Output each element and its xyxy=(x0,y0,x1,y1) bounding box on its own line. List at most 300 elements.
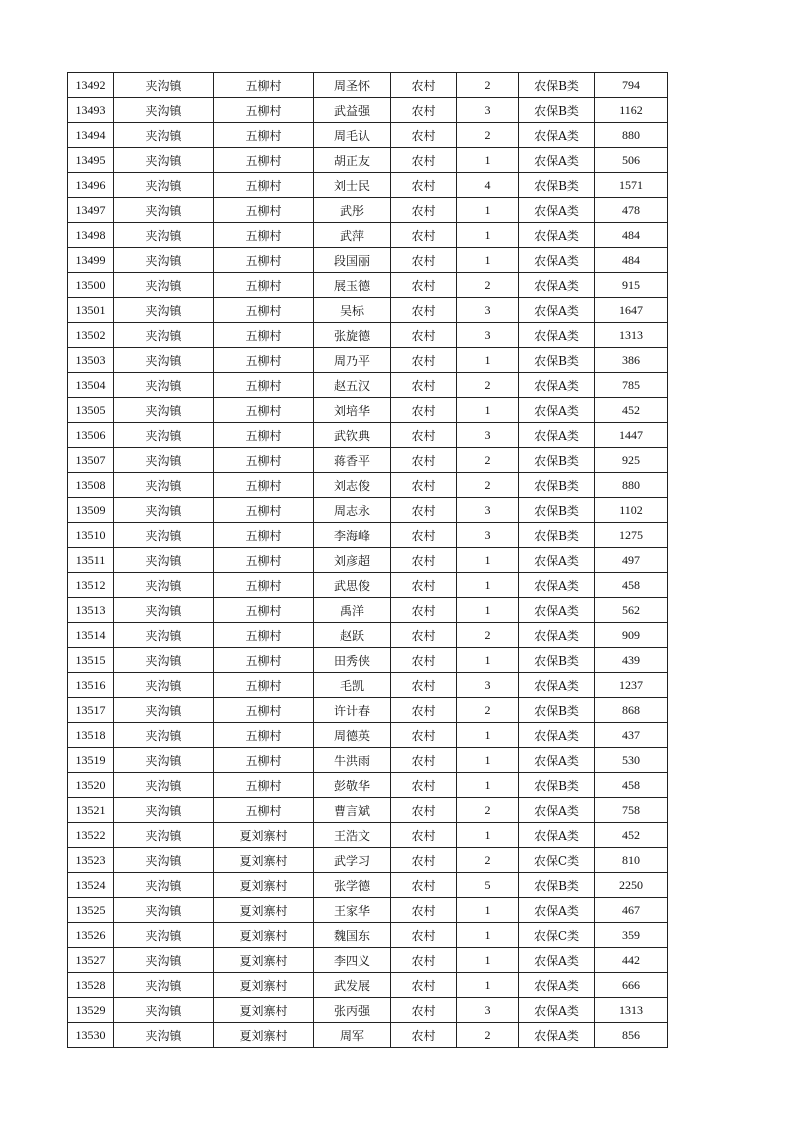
name-cell: 胡正友 xyxy=(314,148,391,173)
row-id-cell: 13500 xyxy=(68,273,114,298)
village-cell: 夏刘寨村 xyxy=(214,1023,314,1048)
category-cell: 农保A类 xyxy=(519,273,595,298)
name-cell: 李海峰 xyxy=(314,523,391,548)
category-cell: 农保B类 xyxy=(519,98,595,123)
town-cell: 夹沟镇 xyxy=(114,698,214,723)
row-id-cell: 13508 xyxy=(68,473,114,498)
table-row xyxy=(68,348,668,373)
category-cell: 农保A类 xyxy=(519,623,595,648)
town-cell: 夹沟镇 xyxy=(114,798,214,823)
row-id-cell: 13503 xyxy=(68,348,114,373)
type-cell: 农村 xyxy=(391,448,457,473)
table-row xyxy=(68,548,668,573)
town-cell: 夹沟镇 xyxy=(114,248,214,273)
amount-cell: 810 xyxy=(595,848,668,873)
amount-cell: 497 xyxy=(595,548,668,573)
household-size-cell: 1 xyxy=(457,948,519,973)
table-row xyxy=(68,398,668,423)
table-row xyxy=(68,448,668,473)
household-size-cell: 2 xyxy=(457,273,519,298)
category-cell: 农保A类 xyxy=(519,948,595,973)
table-row xyxy=(68,873,668,898)
type-cell: 农村 xyxy=(391,248,457,273)
category-cell: 农保B类 xyxy=(519,448,595,473)
town-cell: 夹沟镇 xyxy=(114,223,214,248)
amount-cell: 386 xyxy=(595,348,668,373)
relief-table xyxy=(67,72,668,1048)
category-cell: 农保B类 xyxy=(519,773,595,798)
table-row xyxy=(68,473,668,498)
row-id-cell: 13517 xyxy=(68,698,114,723)
amount-cell: 2250 xyxy=(595,873,668,898)
type-cell: 农村 xyxy=(391,423,457,448)
category-cell: 农保A类 xyxy=(519,373,595,398)
village-cell: 五柳村 xyxy=(214,548,314,573)
type-cell: 农村 xyxy=(391,798,457,823)
category-cell: 农保A类 xyxy=(519,223,595,248)
row-id-cell: 13509 xyxy=(68,498,114,523)
name-cell: 曹言斌 xyxy=(314,798,391,823)
household-size-cell: 3 xyxy=(457,298,519,323)
town-cell: 夹沟镇 xyxy=(114,573,214,598)
type-cell: 农村 xyxy=(391,298,457,323)
household-size-cell: 3 xyxy=(457,998,519,1023)
village-cell: 五柳村 xyxy=(214,373,314,398)
name-cell: 刘培华 xyxy=(314,398,391,423)
category-cell: 农保A类 xyxy=(519,398,595,423)
village-cell: 五柳村 xyxy=(214,148,314,173)
name-cell: 禹洋 xyxy=(314,598,391,623)
town-cell: 夹沟镇 xyxy=(114,348,214,373)
amount-cell: 562 xyxy=(595,598,668,623)
village-cell: 五柳村 xyxy=(214,273,314,298)
town-cell: 夹沟镇 xyxy=(114,648,214,673)
table-row xyxy=(68,748,668,773)
household-size-cell: 1 xyxy=(457,198,519,223)
type-cell: 农村 xyxy=(391,898,457,923)
amount-cell: 1447 xyxy=(595,423,668,448)
name-cell: 武思俊 xyxy=(314,573,391,598)
household-size-cell: 1 xyxy=(457,548,519,573)
type-cell: 农村 xyxy=(391,398,457,423)
town-cell: 夹沟镇 xyxy=(114,998,214,1023)
row-id-cell: 13521 xyxy=(68,798,114,823)
village-cell: 五柳村 xyxy=(214,123,314,148)
row-id-cell: 13496 xyxy=(68,173,114,198)
row-id-cell: 13504 xyxy=(68,373,114,398)
type-cell: 农村 xyxy=(391,948,457,973)
village-cell: 五柳村 xyxy=(214,673,314,698)
village-cell: 夏刘寨村 xyxy=(214,873,314,898)
village-cell: 五柳村 xyxy=(214,598,314,623)
row-id-cell: 13518 xyxy=(68,723,114,748)
name-cell: 赵跃 xyxy=(314,623,391,648)
type-cell: 农村 xyxy=(391,723,457,748)
category-cell: 农保A类 xyxy=(519,248,595,273)
town-cell: 夹沟镇 xyxy=(114,398,214,423)
table-row xyxy=(68,373,668,398)
table-row xyxy=(68,198,668,223)
amount-cell: 452 xyxy=(595,398,668,423)
category-cell: 农保B类 xyxy=(519,698,595,723)
amount-cell: 925 xyxy=(595,448,668,473)
type-cell: 农村 xyxy=(391,198,457,223)
category-cell: 农保A类 xyxy=(519,548,595,573)
category-cell: 农保A类 xyxy=(519,998,595,1023)
household-size-cell: 1 xyxy=(457,148,519,173)
name-cell: 武益强 xyxy=(314,98,391,123)
row-id-cell: 13513 xyxy=(68,598,114,623)
household-size-cell: 1 xyxy=(457,648,519,673)
amount-cell: 478 xyxy=(595,198,668,223)
type-cell: 农村 xyxy=(391,98,457,123)
household-size-cell: 1 xyxy=(457,248,519,273)
type-cell: 农村 xyxy=(391,748,457,773)
village-cell: 五柳村 xyxy=(214,623,314,648)
household-size-cell: 3 xyxy=(457,323,519,348)
household-size-cell: 2 xyxy=(457,848,519,873)
amount-cell: 758 xyxy=(595,798,668,823)
household-size-cell: 2 xyxy=(457,73,519,98)
type-cell: 农村 xyxy=(391,573,457,598)
name-cell: 张丙强 xyxy=(314,998,391,1023)
household-size-cell: 2 xyxy=(457,448,519,473)
household-size-cell: 1 xyxy=(457,748,519,773)
town-cell: 夹沟镇 xyxy=(114,173,214,198)
village-cell: 夏刘寨村 xyxy=(214,848,314,873)
town-cell: 夹沟镇 xyxy=(114,123,214,148)
row-id-cell: 13514 xyxy=(68,623,114,648)
row-id-cell: 13493 xyxy=(68,98,114,123)
amount-cell: 439 xyxy=(595,648,668,673)
type-cell: 农村 xyxy=(391,773,457,798)
name-cell: 王浩文 xyxy=(314,823,391,848)
category-cell: 农保A类 xyxy=(519,673,595,698)
table-row xyxy=(68,598,668,623)
household-size-cell: 3 xyxy=(457,423,519,448)
name-cell: 周圣怀 xyxy=(314,73,391,98)
name-cell: 刘彦超 xyxy=(314,548,391,573)
type-cell: 农村 xyxy=(391,698,457,723)
row-id-cell: 13519 xyxy=(68,748,114,773)
table-row xyxy=(68,148,668,173)
type-cell: 农村 xyxy=(391,323,457,348)
table-row xyxy=(68,698,668,723)
village-cell: 五柳村 xyxy=(214,498,314,523)
category-cell: 农保A类 xyxy=(519,148,595,173)
table-row xyxy=(68,323,668,348)
household-size-cell: 3 xyxy=(457,98,519,123)
village-cell: 五柳村 xyxy=(214,748,314,773)
category-cell: 农保B类 xyxy=(519,348,595,373)
household-size-cell: 1 xyxy=(457,223,519,248)
name-cell: 展玉德 xyxy=(314,273,391,298)
type-cell: 农村 xyxy=(391,523,457,548)
household-size-cell: 4 xyxy=(457,173,519,198)
type-cell: 农村 xyxy=(391,923,457,948)
town-cell: 夹沟镇 xyxy=(114,723,214,748)
category-cell: 农保B类 xyxy=(519,648,595,673)
town-cell: 夹沟镇 xyxy=(114,923,214,948)
village-cell: 五柳村 xyxy=(214,173,314,198)
town-cell: 夹沟镇 xyxy=(114,98,214,123)
category-cell: 农保A类 xyxy=(519,973,595,998)
table-row xyxy=(68,498,668,523)
row-id-cell: 13525 xyxy=(68,898,114,923)
name-cell: 赵五汉 xyxy=(314,373,391,398)
household-size-cell: 2 xyxy=(457,623,519,648)
table-row xyxy=(68,223,668,248)
town-cell: 夹沟镇 xyxy=(114,298,214,323)
household-size-cell: 1 xyxy=(457,398,519,423)
table-row xyxy=(68,723,668,748)
type-cell: 农村 xyxy=(391,673,457,698)
name-cell: 毛凯 xyxy=(314,673,391,698)
row-id-cell: 13527 xyxy=(68,948,114,973)
type-cell: 农村 xyxy=(391,73,457,98)
amount-cell: 880 xyxy=(595,123,668,148)
category-cell: 农保B类 xyxy=(519,173,595,198)
row-id-cell: 13528 xyxy=(68,973,114,998)
name-cell: 段国丽 xyxy=(314,248,391,273)
row-id-cell: 13529 xyxy=(68,998,114,1023)
town-cell: 夹沟镇 xyxy=(114,523,214,548)
amount-cell: 1647 xyxy=(595,298,668,323)
table-row xyxy=(68,573,668,598)
row-id-cell: 13506 xyxy=(68,423,114,448)
category-cell: 农保B类 xyxy=(519,498,595,523)
category-cell: 农保A类 xyxy=(519,123,595,148)
category-cell: 农保B类 xyxy=(519,73,595,98)
row-id-cell: 13520 xyxy=(68,773,114,798)
name-cell: 刘志俊 xyxy=(314,473,391,498)
table-row xyxy=(68,273,668,298)
type-cell: 农村 xyxy=(391,973,457,998)
town-cell: 夹沟镇 xyxy=(114,498,214,523)
household-size-cell: 1 xyxy=(457,898,519,923)
name-cell: 张学德 xyxy=(314,873,391,898)
household-size-cell: 2 xyxy=(457,473,519,498)
row-id-cell: 13512 xyxy=(68,573,114,598)
name-cell: 周德英 xyxy=(314,723,391,748)
table-row xyxy=(68,823,668,848)
town-cell: 夹沟镇 xyxy=(114,898,214,923)
household-size-cell: 2 xyxy=(457,1023,519,1048)
town-cell: 夹沟镇 xyxy=(114,373,214,398)
table-row xyxy=(68,798,668,823)
row-id-cell: 13515 xyxy=(68,648,114,673)
name-cell: 许计春 xyxy=(314,698,391,723)
amount-cell: 1313 xyxy=(595,998,668,1023)
amount-cell: 666 xyxy=(595,973,668,998)
table-body xyxy=(68,73,668,1048)
amount-cell: 915 xyxy=(595,273,668,298)
name-cell: 牛洪雨 xyxy=(314,748,391,773)
row-id-cell: 13492 xyxy=(68,73,114,98)
row-id-cell: 13494 xyxy=(68,123,114,148)
category-cell: 农保B类 xyxy=(519,473,595,498)
table-row xyxy=(68,298,668,323)
village-cell: 五柳村 xyxy=(214,348,314,373)
household-size-cell: 1 xyxy=(457,598,519,623)
type-cell: 农村 xyxy=(391,873,457,898)
town-cell: 夹沟镇 xyxy=(114,273,214,298)
row-id-cell: 13526 xyxy=(68,923,114,948)
name-cell: 武学习 xyxy=(314,848,391,873)
category-cell: 农保A类 xyxy=(519,823,595,848)
town-cell: 夹沟镇 xyxy=(114,823,214,848)
village-cell: 五柳村 xyxy=(214,773,314,798)
type-cell: 农村 xyxy=(391,373,457,398)
amount-cell: 1275 xyxy=(595,523,668,548)
amount-cell: 437 xyxy=(595,723,668,748)
category-cell: 农保B类 xyxy=(519,873,595,898)
type-cell: 农村 xyxy=(391,848,457,873)
name-cell: 周军 xyxy=(314,1023,391,1048)
town-cell: 夹沟镇 xyxy=(114,848,214,873)
amount-cell: 880 xyxy=(595,473,668,498)
village-cell: 五柳村 xyxy=(214,398,314,423)
table-row xyxy=(68,648,668,673)
category-cell: 农保A类 xyxy=(519,1023,595,1048)
table-row xyxy=(68,673,668,698)
category-cell: 农保A类 xyxy=(519,723,595,748)
amount-cell: 1237 xyxy=(595,673,668,698)
amount-cell: 506 xyxy=(595,148,668,173)
name-cell: 魏国东 xyxy=(314,923,391,948)
household-size-cell: 1 xyxy=(457,723,519,748)
table-row xyxy=(68,523,668,548)
household-size-cell: 1 xyxy=(457,773,519,798)
table-row xyxy=(68,948,668,973)
row-id-cell: 13497 xyxy=(68,198,114,223)
type-cell: 农村 xyxy=(391,598,457,623)
village-cell: 五柳村 xyxy=(214,798,314,823)
category-cell: 农保A类 xyxy=(519,598,595,623)
town-cell: 夹沟镇 xyxy=(114,198,214,223)
table-row xyxy=(68,73,668,98)
table-row xyxy=(68,98,668,123)
village-cell: 夏刘寨村 xyxy=(214,923,314,948)
village-cell: 夏刘寨村 xyxy=(214,998,314,1023)
household-size-cell: 1 xyxy=(457,348,519,373)
type-cell: 农村 xyxy=(391,648,457,673)
type-cell: 农村 xyxy=(391,273,457,298)
village-cell: 五柳村 xyxy=(214,473,314,498)
name-cell: 王家华 xyxy=(314,898,391,923)
category-cell: 农保B类 xyxy=(519,523,595,548)
amount-cell: 530 xyxy=(595,748,668,773)
category-cell: 农保A类 xyxy=(519,323,595,348)
amount-cell: 868 xyxy=(595,698,668,723)
name-cell: 武彤 xyxy=(314,198,391,223)
type-cell: 农村 xyxy=(391,473,457,498)
row-id-cell: 13510 xyxy=(68,523,114,548)
amount-cell: 794 xyxy=(595,73,668,98)
village-cell: 五柳村 xyxy=(214,223,314,248)
row-id-cell: 13511 xyxy=(68,548,114,573)
household-size-cell: 2 xyxy=(457,698,519,723)
amount-cell: 442 xyxy=(595,948,668,973)
household-size-cell: 2 xyxy=(457,373,519,398)
row-id-cell: 13516 xyxy=(68,673,114,698)
table-row xyxy=(68,973,668,998)
category-cell: 农保A类 xyxy=(519,298,595,323)
village-cell: 五柳村 xyxy=(214,73,314,98)
amount-cell: 452 xyxy=(595,823,668,848)
amount-cell: 1102 xyxy=(595,498,668,523)
amount-cell: 909 xyxy=(595,623,668,648)
type-cell: 农村 xyxy=(391,548,457,573)
row-id-cell: 13498 xyxy=(68,223,114,248)
type-cell: 农村 xyxy=(391,498,457,523)
household-size-cell: 3 xyxy=(457,523,519,548)
type-cell: 农村 xyxy=(391,623,457,648)
village-cell: 五柳村 xyxy=(214,323,314,348)
name-cell: 武钦典 xyxy=(314,423,391,448)
village-cell: 五柳村 xyxy=(214,423,314,448)
name-cell: 周乃平 xyxy=(314,348,391,373)
amount-cell: 1571 xyxy=(595,173,668,198)
amount-cell: 359 xyxy=(595,923,668,948)
village-cell: 夏刘寨村 xyxy=(214,823,314,848)
row-id-cell: 13530 xyxy=(68,1023,114,1048)
name-cell: 武发展 xyxy=(314,973,391,998)
row-id-cell: 13522 xyxy=(68,823,114,848)
village-cell: 夏刘寨村 xyxy=(214,898,314,923)
village-cell: 夏刘寨村 xyxy=(214,973,314,998)
name-cell: 张旋德 xyxy=(314,323,391,348)
town-cell: 夹沟镇 xyxy=(114,448,214,473)
name-cell: 吴标 xyxy=(314,298,391,323)
household-size-cell: 3 xyxy=(457,673,519,698)
town-cell: 夹沟镇 xyxy=(114,548,214,573)
village-cell: 五柳村 xyxy=(214,98,314,123)
household-size-cell: 1 xyxy=(457,973,519,998)
table-row xyxy=(68,923,668,948)
category-cell: 农保A类 xyxy=(519,748,595,773)
town-cell: 夹沟镇 xyxy=(114,873,214,898)
household-size-cell: 1 xyxy=(457,573,519,598)
row-id-cell: 13501 xyxy=(68,298,114,323)
town-cell: 夹沟镇 xyxy=(114,623,214,648)
town-cell: 夹沟镇 xyxy=(114,323,214,348)
category-cell: 农保A类 xyxy=(519,198,595,223)
amount-cell: 458 xyxy=(595,773,668,798)
name-cell: 周志永 xyxy=(314,498,391,523)
town-cell: 夹沟镇 xyxy=(114,423,214,448)
name-cell: 周毛认 xyxy=(314,123,391,148)
category-cell: 农保A类 xyxy=(519,798,595,823)
village-cell: 五柳村 xyxy=(214,723,314,748)
town-cell: 夹沟镇 xyxy=(114,773,214,798)
type-cell: 农村 xyxy=(391,348,457,373)
table-row xyxy=(68,848,668,873)
town-cell: 夹沟镇 xyxy=(114,598,214,623)
type-cell: 农村 xyxy=(391,998,457,1023)
type-cell: 农村 xyxy=(391,173,457,198)
village-cell: 五柳村 xyxy=(214,248,314,273)
type-cell: 农村 xyxy=(391,123,457,148)
name-cell: 田秀侠 xyxy=(314,648,391,673)
amount-cell: 467 xyxy=(595,898,668,923)
amount-cell: 1313 xyxy=(595,323,668,348)
household-size-cell: 2 xyxy=(457,123,519,148)
village-cell: 夏刘寨村 xyxy=(214,948,314,973)
table-row xyxy=(68,898,668,923)
table-row xyxy=(68,248,668,273)
amount-cell: 484 xyxy=(595,248,668,273)
